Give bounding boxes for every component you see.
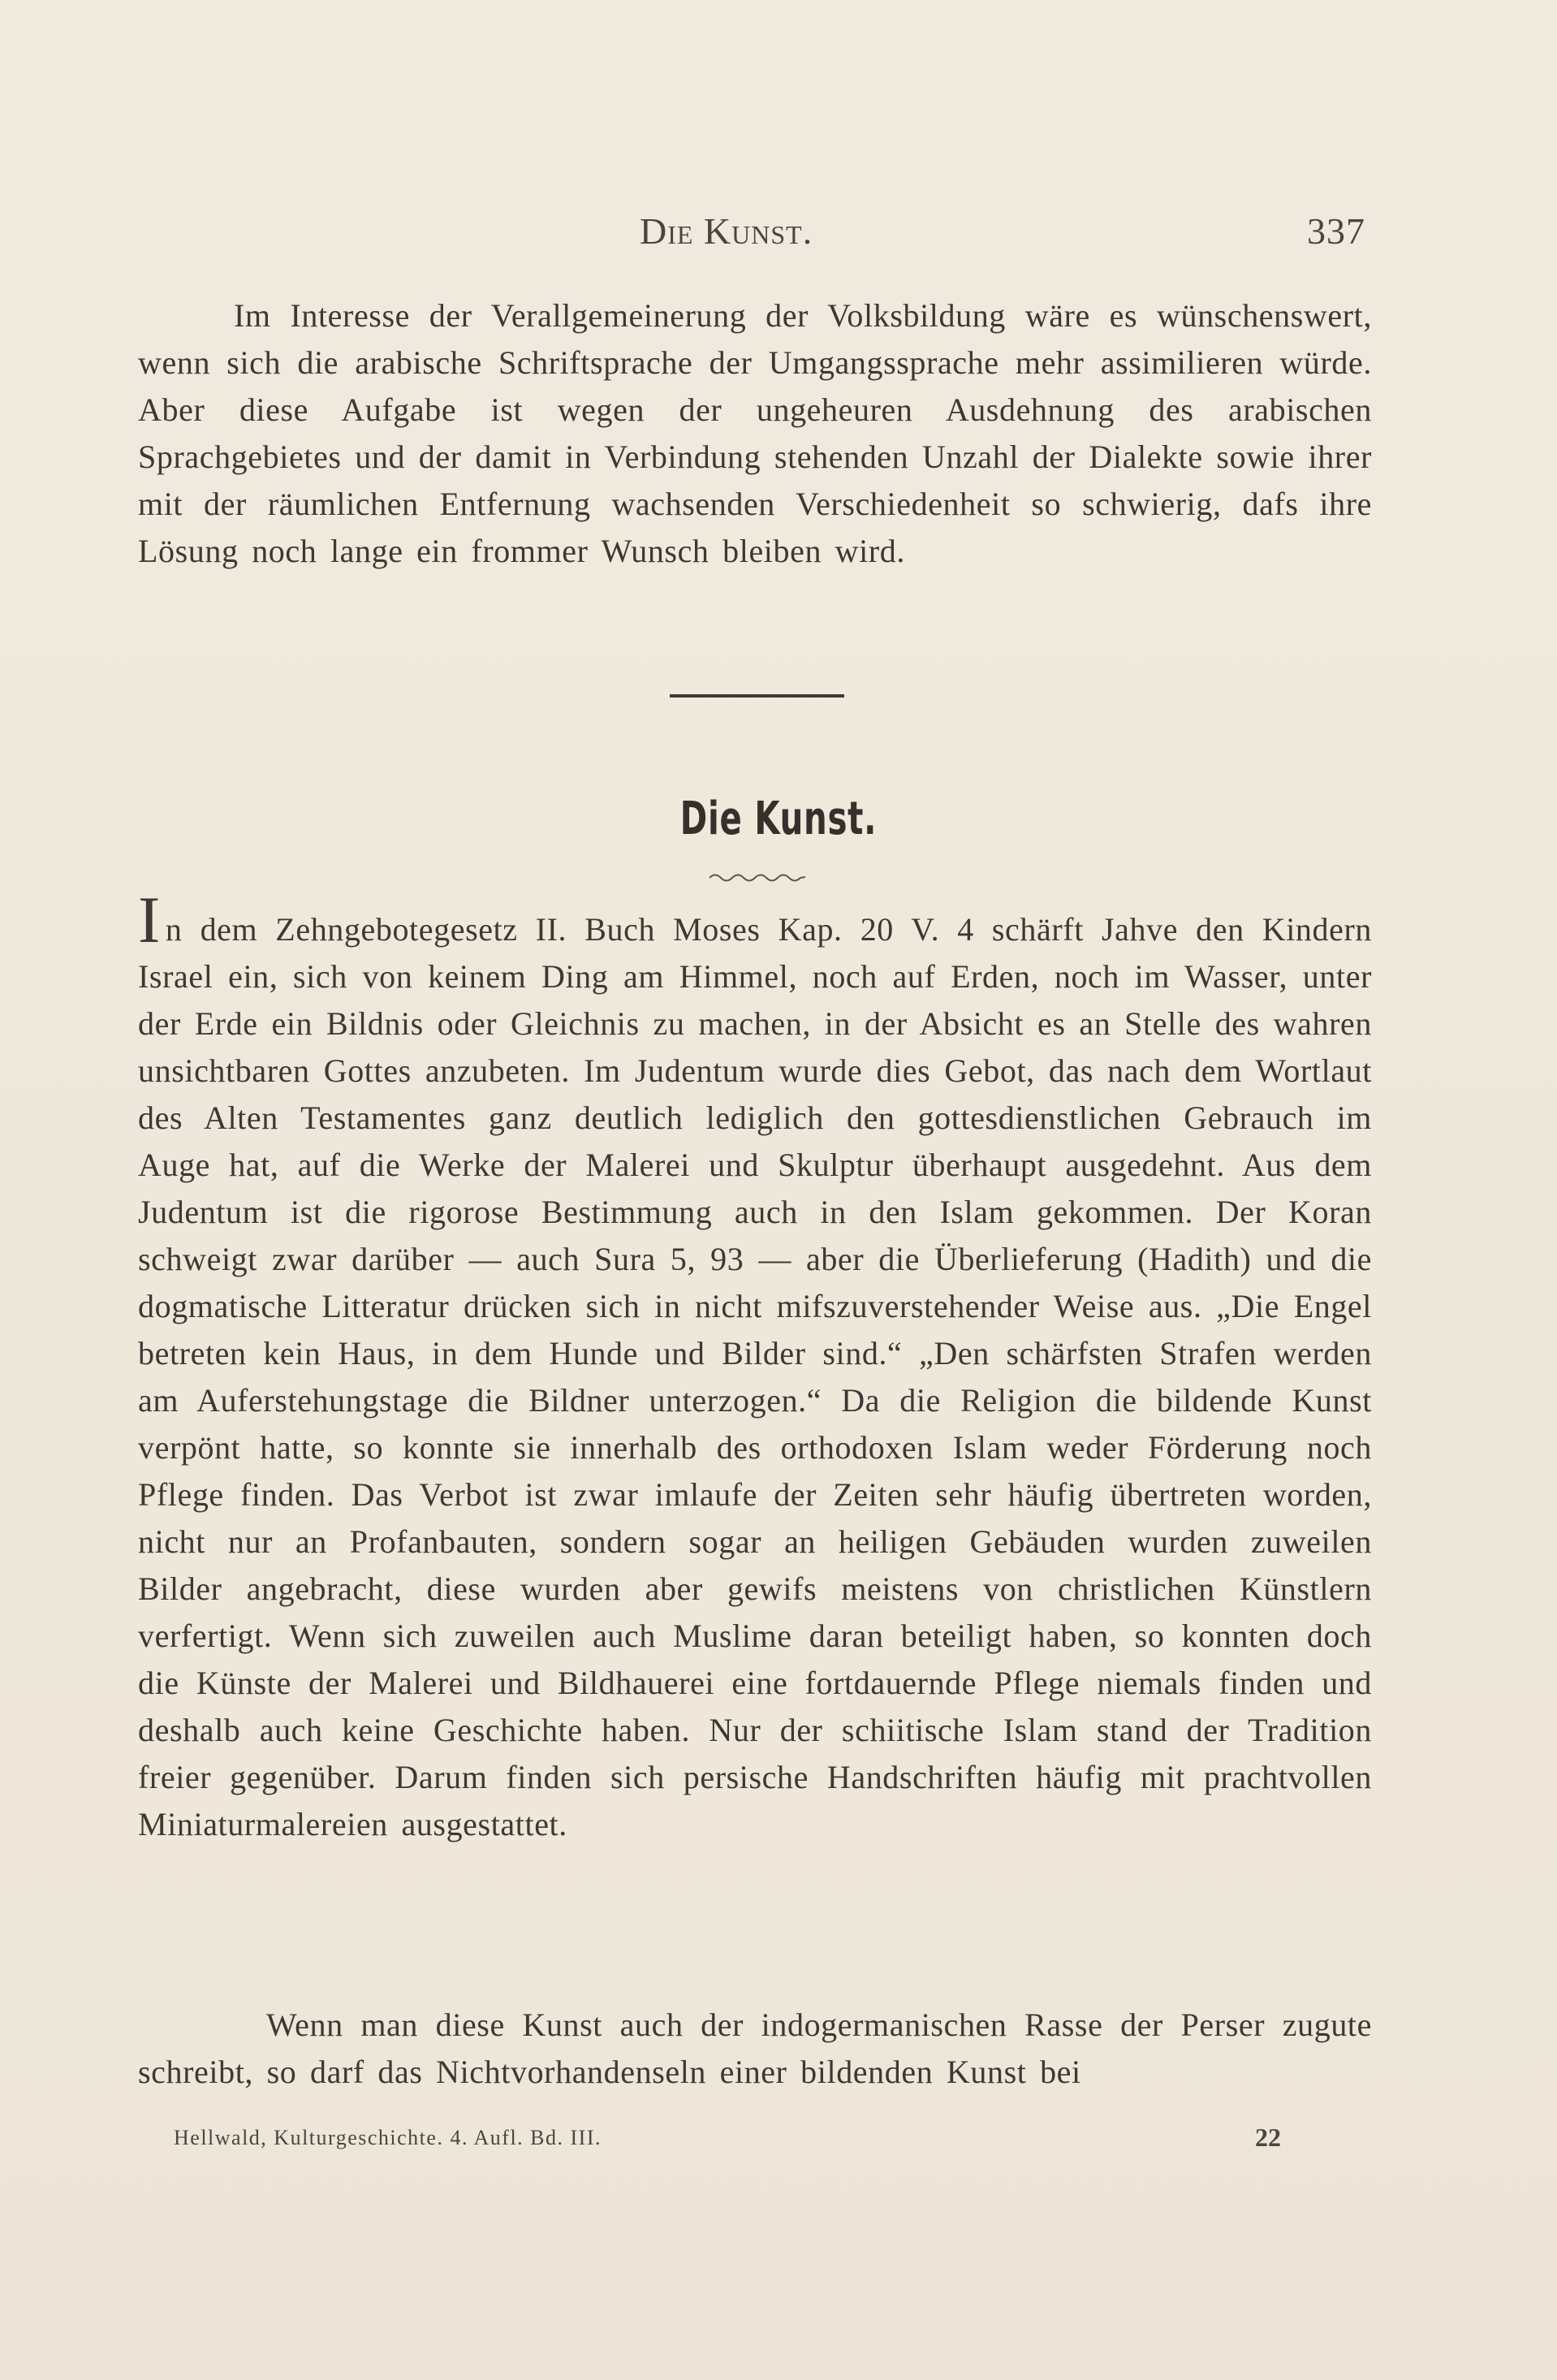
footer-imprint: Hellwald, Kulturgeschichte. 4. Aufl. Bd. III. — [174, 2126, 602, 2149]
paragraph-continued-text: Wenn man diese Kunst auch der indogermanischen Rasse der Perser zugute schreibt, so darf das Nichtvorhandenseln einer bildenden Kunst bei — [138, 2006, 1372, 2090]
paragraph-main — [138, 883, 1372, 1848]
page-footer — [0, 2123, 1557, 2158]
running-title: Die Kunst. — [640, 210, 813, 252]
drop-initial: I — [138, 883, 161, 957]
running-head — [0, 209, 1557, 258]
paragraph-intro-text: Im Interesse der Verallgemeinerung der Volksbildung wäre es wünschenswert, wenn sich die arabische Schriftsprache der Umgangssprache mehr assimilieren würde. Aber diese Aufgabe ist wegen der ungeheuren Ausdehnung des arabischen Sprachgebietes und der damit in Verbindung stehenden Unzahl der Dialekte sowie ihrer mit der räumlichen Entfernung wachsenden Verschiedenheit so schwierig, dafs ihre Lösung noch lange ein frommer Wunsch bleiben wird. — [138, 297, 1372, 569]
wavy-ornament-icon — [708, 870, 807, 883]
paragraph-main-body — [138, 883, 1372, 1848]
page-number: 337 — [1307, 210, 1365, 252]
signature-mark: 22 — [1255, 2123, 1281, 2152]
section-divider-rule — [670, 694, 844, 698]
section-heading: Die Kunst. — [679, 793, 878, 845]
paragraph-main-text: n dem Zehngebotegesetz II. Buch Moses Kap. 20 V. 4 schärft Jahve den Kindern Israel ein, sich von keinem Ding am Himmel, noch auf Erden, noch im Wasser, unter der Erde ein Bildnis oder Gleichnis zu machen, in der Absicht es an Stelle des wahren unsichtbaren Gottes anzubeten. Im Judentum wurde dies Gebot, das nach dem Wortlaut des Alten Testamentes ganz deutlich lediglich den gottesdienstlichen Gebrauch im Auge hat, auf die Werke der Malerei und Skulptur überhaupt ausgedehnt. Aus dem Judentum ist die rigorose Bestimmung auch in den Islam gekommen. Der Koran schweigt zwar darüber — auch Sura 5, 93 — aber die Überlieferung (Hadith) und die dogmatische Litteratur drücken sich in nicht mifszuverstehender Weise aus. „Die Engel betreten kein Haus, in dem Hunde und Bilder sind.“ „Den schärfsten Strafen werden am Auferstehungstage die Bildner unterzogen.“ Da die Religion die bildende Kunst verpönt hatte, so konnte sie innerhalb des orthodoxen Islam weder Förderung noch Pflege finden. Das Verbot ist zwar imlaufe der Zeiten sehr häufig übertreten worden, nicht nur an Profanbauten, sondern sogar an heiligen Gebäuden wurden zuweilen Bilder angebracht, diese wurden aber gewifs meistens von christlichen Künstlern verfertigt. Wenn sich zuweilen auch Muslime daran beteiligt haben, so konnten doch die Künste der Malerei und Bildhauerei eine fortdauernde Pflege niemals finden und deshalb auch keine Geschichte haben. Nur der schiitische Islam stand der Tradition freier gegenüber. Darum finden sich persische Handschriften häufig mit prachtvollen Miniaturmalereien ausgestattet. — [138, 911, 1372, 1842]
paragraph-continued — [138, 2002, 1372, 2096]
paragraph-intro — [138, 292, 1372, 575]
